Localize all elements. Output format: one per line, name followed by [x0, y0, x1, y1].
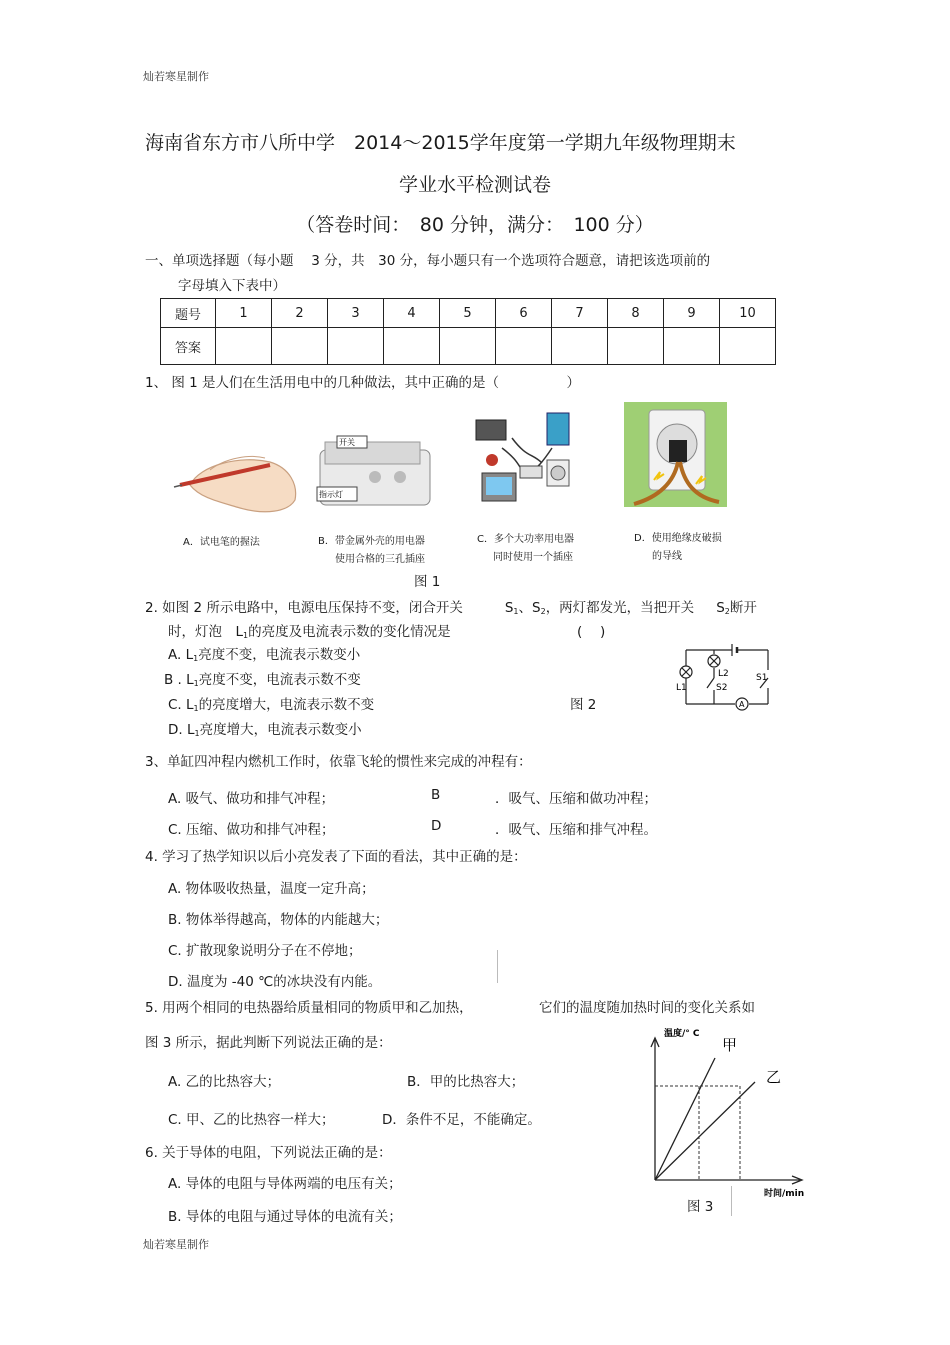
- fig1-caption-a: A．试电笔的握法: [183, 537, 260, 548]
- table-cell: 题号: [161, 299, 216, 328]
- series-jia-label: 甲: [722, 1036, 738, 1054]
- answer-cell[interactable]: [720, 328, 776, 365]
- q3-option-b-letter: B: [431, 787, 441, 803]
- table-cell: 4: [384, 299, 440, 328]
- question-5-line-1a: 5. 用两个相同的电热器给质量相同的物质甲和乙加热，: [145, 1000, 473, 1016]
- answer-cell[interactable]: [608, 328, 664, 365]
- table-row-answers: [161, 328, 776, 365]
- lamp-l2-label: L2: [718, 669, 729, 679]
- title-line-1: 海南省东方市八所中学 2014～2015学年度第一学期九年级物理期末: [145, 132, 736, 154]
- answer-cell[interactable]: [496, 328, 552, 365]
- q2-text: D. L: [168, 722, 195, 738]
- q3-option-a: A. 吸气、做功和排气冲程；: [168, 791, 335, 807]
- q2-option-b: [164, 668, 361, 688]
- q6-option-b: B. 导体的电阻与通过导体的电流有关；: [168, 1209, 402, 1225]
- q2-subscript: 2: [724, 607, 730, 616]
- table-cell: 10: [720, 299, 776, 328]
- table-cell: 1: [216, 299, 272, 328]
- graph-x-axis-label: 时间/min: [764, 1189, 805, 1199]
- q4-option-a: A. 物体吸收热量，温度一定升高；: [168, 881, 375, 897]
- q2-subscript: 1: [243, 631, 249, 640]
- question-1: 1、 图 1 是人们在生活用电中的几种做法，其中正确的是（ ）: [145, 375, 581, 391]
- series-yi-label: 乙: [766, 1068, 782, 1086]
- answer-cell[interactable]: [664, 328, 720, 365]
- table-cell: 5: [440, 299, 496, 328]
- answer-cell[interactable]: [552, 328, 608, 365]
- q3-option-d-letter: D: [431, 818, 442, 834]
- table-cell: 8: [608, 299, 664, 328]
- question-6: 6. 关于导体的电阻，下列说法正确的是：: [145, 1145, 392, 1161]
- question-5-line-1b: 它们的温度随加热时间的变化关系如: [539, 1000, 755, 1016]
- fig1-caption-c: C．多个大功率用电器: [477, 534, 574, 545]
- q4-option-c: C. 扩散现象说明分子在不停地；: [168, 943, 362, 959]
- table-cell: 9: [664, 299, 720, 328]
- test-pen-grip-image: [170, 440, 305, 520]
- question-4: 4. 学习了热学知识以后小亮发表了下面的看法，其中正确的是：: [145, 849, 527, 865]
- table-row-numbers: [161, 299, 776, 328]
- table-cell: 3: [328, 299, 384, 328]
- fig1-caption-d: D．使用绝缘皮破损: [634, 533, 722, 544]
- table-cell: 7: [552, 299, 608, 328]
- question-2-line-1: [145, 596, 757, 616]
- table-cell: 6: [496, 299, 552, 328]
- indicator-label: 指示灯: [319, 490, 343, 499]
- q2-text: 亮度增大，电流表示数变小: [199, 722, 362, 738]
- q2-subscript: 1: [193, 654, 199, 663]
- fig1-caption-b: B．带金属外壳的用电器: [318, 536, 425, 547]
- q5-option-d: D．条件不足，不能确定。: [382, 1112, 541, 1128]
- switch-label: 开关: [339, 438, 355, 447]
- answer-cell[interactable]: [384, 328, 440, 365]
- q2-text: C. L: [168, 697, 194, 713]
- question-2-line-2: [168, 620, 451, 640]
- title-line-3: （答卷时间： 80 分钟，满分： 100 分）: [296, 214, 654, 236]
- q2-subscript: 1: [193, 679, 199, 688]
- three-hole-socket-image: [315, 432, 435, 510]
- fig1-caption-c-cont: 同时使用一个插座: [493, 552, 573, 563]
- q2-text: 断开: [729, 600, 757, 616]
- divider-line: [731, 1186, 732, 1216]
- series-jia-line: [655, 1058, 715, 1180]
- fig1-caption-b-cont: 使用合格的三孔插座: [335, 554, 425, 565]
- circuit-diagram: [672, 640, 782, 715]
- q2-text: 亮度不变，电流表示数不变: [198, 672, 361, 688]
- q5-option-c: C. 甲、乙的比热容一样大；: [168, 1112, 335, 1128]
- q6-option-a: A. 导体的电阻与导体两端的电压有关；: [168, 1176, 402, 1192]
- section-1-instructions: 一、单项选择题（每小题 3 分，共 30 分，每小题只有一个选项符合题意，请把该选项前的: [145, 253, 711, 269]
- q2-text: 、S: [518, 600, 541, 616]
- q2-option-c: [168, 693, 374, 713]
- q2-text: S: [716, 600, 725, 616]
- answer-table: [160, 298, 776, 365]
- temperature-time-graph: [640, 1020, 815, 1220]
- answer-cell[interactable]: [440, 328, 496, 365]
- question-5-line-2: 图 3 所示，据此判断下列说法正确的是：: [145, 1035, 392, 1051]
- page-header: 灿若寒星制作: [143, 70, 209, 83]
- q2-text: 的亮度增大，电流表示数不变: [198, 697, 375, 713]
- q2-option-a: [168, 643, 360, 663]
- answer-cell[interactable]: [272, 328, 328, 365]
- q5-option-a: A. 乙的比热容大；: [168, 1074, 281, 1090]
- section-1-instructions-cont: 字母填入下表中）: [178, 278, 286, 294]
- q2-answer-paren: ( ): [577, 624, 606, 640]
- fig3-label: 图 3: [687, 1199, 714, 1215]
- overloaded-socket-image: [472, 408, 584, 508]
- divider-line: [497, 950, 498, 983]
- answer-cell[interactable]: [328, 328, 384, 365]
- q2-text: S: [504, 600, 514, 616]
- q5-option-b: B．甲的比热容大；: [407, 1074, 525, 1090]
- switch-s2-label: S2: [716, 683, 728, 693]
- fig2-label: 图 2: [570, 697, 597, 713]
- q3-option-b: ．吸气、压缩和做功冲程；: [495, 791, 657, 807]
- q2-text: ，两灯都发光，当把开关: [545, 600, 695, 616]
- answer-cell[interactable]: [216, 328, 272, 365]
- table-cell: 答案: [161, 328, 216, 365]
- q4-option-d: D. 温度为 -40 ℃的冰块没有内能。: [168, 974, 382, 990]
- q3-option-d: ．吸气、压缩和排气冲程。: [495, 822, 657, 838]
- q2-text: 2. 如图 2 所示电路中，电源电压保持不变，闭合开关: [145, 600, 463, 616]
- damaged-wire-image: [624, 402, 727, 507]
- lamp-l1-label: L1: [676, 683, 687, 693]
- fig1-label: 图 1: [414, 574, 441, 590]
- q2-text: 亮度不变，电流表示数变小: [198, 647, 361, 663]
- switch-s1-label: S1: [756, 673, 768, 683]
- graph-y-axis-label: 温度/° C: [664, 1029, 700, 1039]
- q2-subscript: 1: [193, 704, 199, 713]
- title-line-2: 学业水平检测试卷: [398, 174, 551, 196]
- q4-option-b: B. 物体举得越高，物体的内能越大；: [168, 912, 389, 928]
- q2-text: 时，灯泡 L: [168, 624, 244, 640]
- ammeter-label: A: [739, 700, 745, 709]
- fig1-caption-d-cont: 的导线: [652, 551, 682, 562]
- q2-text: A. L: [168, 647, 194, 663]
- q3-option-c: C. 压缩、做功和排气冲程；: [168, 822, 335, 838]
- q2-subscript: 2: [540, 607, 546, 616]
- q2-option-d: [168, 718, 362, 738]
- q2-subscript: 1: [194, 729, 200, 738]
- q2-text: 的亮度及电流表示数的变化情况是: [248, 624, 451, 640]
- page-footer: 灿若寒星制作: [143, 1238, 209, 1251]
- question-3: 3、单缸四冲程内燃机工作时，依靠飞轮的惯性来完成的冲程有：: [145, 754, 532, 770]
- table-cell: 2: [272, 299, 328, 328]
- q2-text: B . L: [164, 672, 194, 688]
- q2-subscript: 1: [513, 607, 519, 616]
